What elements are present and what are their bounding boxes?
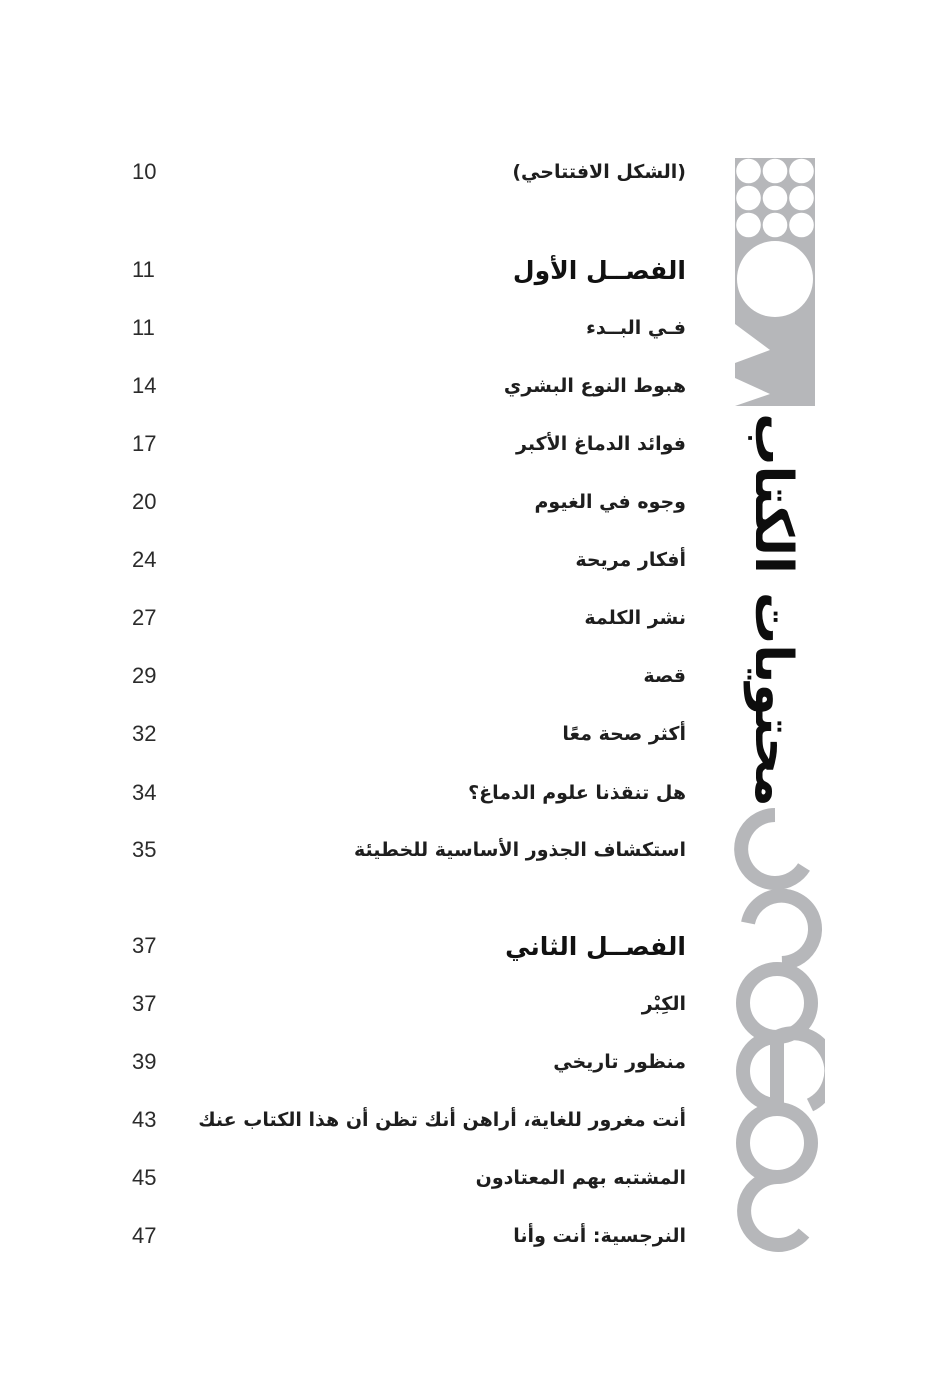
toc-chapter-1 (120, 250, 686, 290)
toc-entry-title: المشتبه بهم المعتادون (475, 1167, 686, 1189)
page-title-text: محتويات الكتاب (743, 413, 803, 807)
toc-entry-intro (120, 152, 686, 192)
toc-page-number: 10 (132, 159, 157, 184)
toc-page-number: 17 (132, 431, 157, 456)
toc-entry (120, 984, 686, 1024)
toc-page-number: 14 (132, 373, 157, 398)
toc-entry (120, 1042, 686, 1082)
toc-entry-title: النرجسية: أنت وأنا (513, 1225, 686, 1247)
toc-entry (120, 424, 686, 464)
toc-entry-title: فوائد الدماغ الأكبر (516, 433, 686, 455)
toc-chapter-2 (120, 926, 686, 966)
toc-page-number: 37 (132, 991, 157, 1016)
toc-entry (120, 1158, 686, 1198)
toc-entry-title: (الشكل الافتتاحي) (512, 161, 686, 183)
toc-page-number: 37 (132, 933, 157, 958)
toc-entry (120, 656, 686, 696)
toc-entry-title: أفكار مريحة (575, 549, 686, 571)
toc-entry-title: استكشاف الجذور الأساسية للخطيئة (353, 839, 686, 861)
toc-entry-title: أنت مغرور للغاية، أراهن أنك تظن أن هذا الكتاب عنك (198, 1109, 686, 1131)
chapter-heading: الفصــل الأول (512, 255, 686, 285)
toc-entry (120, 1216, 686, 1256)
interlocking-rings-ornament-icon (730, 805, 825, 1255)
toc-entry (120, 830, 686, 870)
toc-entry-title: فـي البــدء (586, 317, 686, 339)
toc-entry (120, 482, 686, 522)
toc-entry (120, 540, 686, 580)
toc-entry-title: هل تنقذنا علوم الدماغ؟ (468, 782, 686, 804)
toc-page-number: 20 (132, 489, 157, 514)
toc-entry (120, 714, 686, 754)
toc-entry-title: نشر الكلمة (584, 607, 686, 629)
toc-page-number: 27 (132, 605, 157, 630)
page-title (738, 413, 808, 807)
toc-entry-title: الكِبْر (641, 993, 686, 1015)
toc-entry-title: أكثر صحة معًا (562, 723, 686, 745)
circles-and-zigzag-pattern-icon (735, 158, 815, 406)
toc-page-number: 35 (132, 837, 157, 862)
toc-page-number: 11 (132, 257, 155, 282)
toc-entry (120, 773, 686, 813)
chapter-heading: الفصــل الثاني (505, 931, 686, 961)
toc-entry (120, 308, 686, 348)
toc-page-number: 32 (132, 721, 157, 746)
toc-entry-title: قصة (643, 665, 686, 687)
toc-entry-title: وجوه في الغيوم (534, 491, 686, 513)
toc-page-number: 24 (132, 547, 157, 572)
toc-page-number: 39 (132, 1049, 157, 1074)
toc-entry (120, 366, 686, 406)
toc-page-number: 43 (132, 1107, 157, 1132)
toc-page-number: 45 (132, 1165, 157, 1190)
toc-page-number: 11 (132, 315, 155, 340)
toc-entry-title: منظور تاريخي (553, 1051, 686, 1073)
toc-page-number: 29 (132, 663, 157, 688)
toc-page-number: 34 (132, 780, 157, 805)
toc-page-number: 47 (132, 1223, 157, 1248)
toc-entry-title: هبوط النوع البشري (503, 375, 686, 397)
toc-entry (120, 598, 686, 638)
toc-entry (120, 1100, 686, 1140)
